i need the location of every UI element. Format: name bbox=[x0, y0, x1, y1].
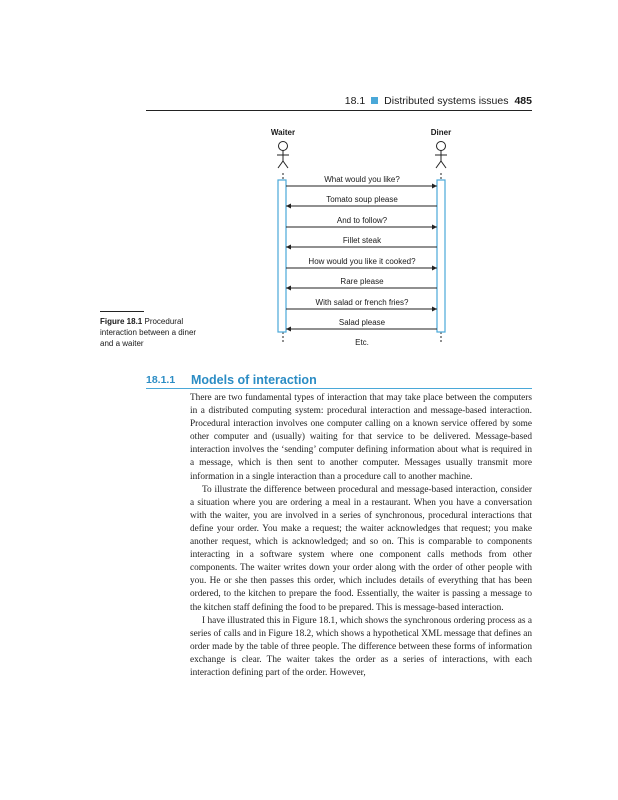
waiter-activation-bar bbox=[278, 180, 286, 332]
sequence-diagram bbox=[0, 0, 618, 360]
message-label: And to follow? bbox=[336, 216, 388, 225]
actor-waiter-label: Waiter bbox=[270, 128, 296, 137]
message-label: Fillet steak bbox=[342, 236, 382, 245]
waiter-actor-icon bbox=[277, 142, 289, 169]
body-text bbox=[190, 392, 532, 680]
header-section-number: 18.1 bbox=[344, 95, 366, 107]
page-number: 485 bbox=[514, 95, 532, 107]
paragraph: I have illustrated this in Figure 18.1, which shows the synchronous ordering process as a series of calls and in Figure 18.2, which shows a hypothetical XML message that defines an order made by the table of three people. The difference between these forms of information exchange is clear. The waiter takes the order as a series of interactions, with each interaction defining part of the order. However, bbox=[190, 615, 532, 678]
section-heading bbox=[146, 374, 532, 389]
message-label: Tomato soup please bbox=[326, 195, 398, 204]
sequence-diagram-graphics bbox=[0, 0, 618, 360]
caption-rule bbox=[100, 311, 144, 312]
section-number: 18.1.1 bbox=[146, 374, 176, 386]
caption-text: Procedural interaction between a diner and a waiter bbox=[100, 317, 197, 348]
caption-label: Figure 18.1 bbox=[100, 317, 143, 326]
message-label: How would you like it cooked? bbox=[308, 257, 416, 266]
diner-actor-icon bbox=[435, 142, 447, 169]
message-label: Salad please bbox=[338, 318, 386, 327]
diner-activation-bar bbox=[437, 180, 445, 332]
message-label: Rare please bbox=[340, 277, 384, 286]
etc-label: Etc. bbox=[355, 338, 369, 347]
message-label: With salad or french fries? bbox=[315, 298, 409, 307]
header-title: Distributed systems issues bbox=[384, 95, 509, 107]
section-title: Models of interaction bbox=[191, 373, 317, 387]
paragraph: To illustrate the difference between procedural and message-based interaction, consider a situation where you are ordering a meal in a restaurant. When you have a conversation with the waiter, you are involved in a series of synchronous, procedural interactions that define your order. You make a request; the waiter acknowledges that request; you make another request, which is acknowledged; and so on. This is comparable to components interacting in a software system where one component calls methods from other components. The waiter writes down your order along with the order of other people with you. He or she then passes this order, which includes details of everything that has been ordered, to the kitchen to prepare the food. Essentially, the waiter is passing a message to the kitchen staff defining the food to be prepared. This is message-based interaction. bbox=[190, 484, 532, 613]
message-label: What would you like? bbox=[324, 175, 400, 184]
actor-diner-label: Diner bbox=[430, 128, 452, 137]
figure-caption bbox=[100, 316, 200, 349]
paragraph: There are two fundamental types of interaction that may take place between the computers in a distributed computing system: procedural interaction and message-based interaction. Procedural interaction involves one computer calling on a known service offered by some other computer and (usually) waiting for that service to be delivered. Message-based interaction involves the ‘sending’ computer defining information about what is required in a message, which is then sent to another computer. Messages usually transmit more information in a single interaction than a procedure call to another machine. bbox=[190, 393, 532, 482]
